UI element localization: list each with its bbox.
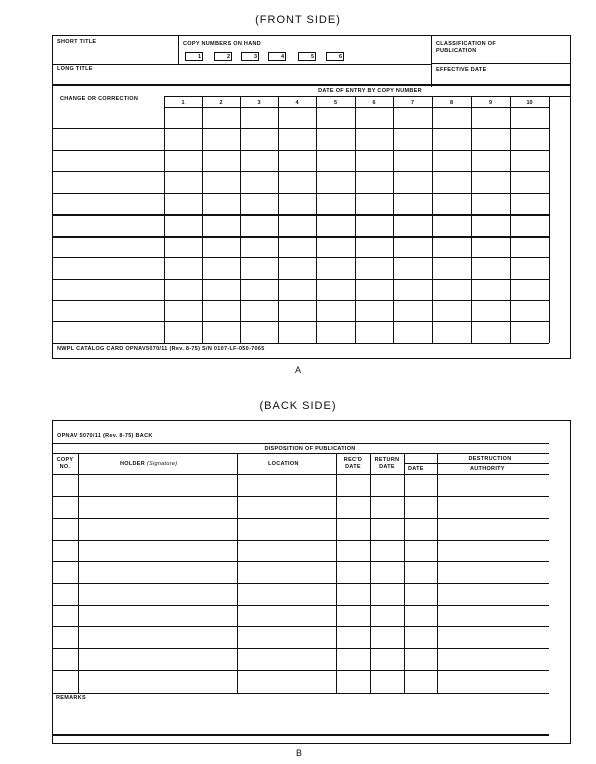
copy-box: 6 [326,52,344,61]
copy-box: 4 [268,52,286,61]
location-label: LOCATION [268,461,299,467]
grid-vline [78,453,79,693]
copy-box: 2 [214,52,232,61]
caption-b: B [295,748,302,758]
grid-hline [52,496,549,497]
copy-box: 1 [185,52,203,61]
column-number: 3 [257,100,261,106]
short-title-label: SHORT TITLE [57,39,97,45]
grid-hline [52,150,549,151]
grid-vline [336,453,337,693]
grid-vline [437,453,438,693]
date-label: DATE [408,466,424,472]
column-number: 5 [333,100,338,106]
grid-vline [355,96,356,343]
grid-vline [471,96,472,343]
grid-vline [278,96,279,343]
copy-no-label: COPY NO. [56,457,74,470]
grid-hline [52,474,549,475]
grid-vline [549,96,550,343]
grid-hline [52,693,549,694]
grid-vline [393,96,394,343]
date-of-entry-label: DATE OF ENTRY BY COPY NUMBER [318,88,422,94]
grid-hline [52,561,549,562]
copy-box: 5 [298,52,316,61]
grid-hline [52,670,549,671]
holder-label: HOLDER (Signature) [120,461,178,467]
disposition-label: DISPOSITION OF PUBLICATION [264,446,356,452]
grid-hline [52,171,549,172]
grid-vline [164,96,165,343]
column-number: 1 [181,100,185,106]
caption-a: A [294,365,301,375]
grid-hline [52,605,549,606]
grid-hline [52,300,549,301]
grid-hline [52,214,549,216]
grid-hline [52,193,549,194]
grid-hline [52,236,549,238]
back-side-label: (BACK SIDE) [259,400,337,412]
grid-vline [316,96,317,343]
grid-hline [52,583,549,584]
grid-hline [52,257,549,258]
change-correction-label: CHANGE OR CORRECTION [60,96,139,102]
column-number: 10 [526,100,533,106]
grid-hline [52,540,549,541]
column-number: 6 [372,100,376,106]
column-number: 8 [449,100,454,106]
grid-vline [404,453,405,693]
grid-hline [52,128,549,129]
effective-date-label: EFFECTIVE DATE [436,67,487,73]
grid-vline [370,453,371,693]
grid-vline [240,96,241,343]
grid-hline [52,321,549,322]
grid-hline [164,107,549,108]
return-date-label: RETURN DATE [374,457,400,470]
grid-hline [52,343,549,344]
grid-hline [52,648,549,649]
front-side-label: (FRONT SIDE) [255,14,341,26]
grid-vline [432,96,433,343]
copy-box: 3 [241,52,259,61]
column-number: 9 [488,100,493,106]
grid-hline [52,518,549,519]
column-number: 2 [219,100,223,106]
grid-hline [52,279,549,280]
front-footer: NWPL CATALOG CARD OPNAV5070/11 (Rev. 8-75) S/N 0107-LF-050-7065 [57,346,265,352]
copy-numbers-label: COPY NUMBERS ON HAND [183,41,262,47]
column-number: 4 [295,100,299,106]
long-title-label: LONG TITLE [57,66,93,72]
form-id: OPNAV 5070/11 (Rev. 8-75) BACK [57,433,153,439]
grid-vline [510,96,511,343]
grid-vline [237,453,238,693]
column-number: 7 [410,100,415,106]
remarks-label: REMARKS [56,695,86,701]
grid-vline [202,96,203,343]
recd-date-label: REC'D DATE [343,457,363,470]
grid-hline [52,626,549,627]
authority-label: AUTHORITY [470,466,505,472]
destruction-label: DESTRUCTION [468,456,512,462]
classification-label: CLASSIFICATION OF PUBLICATION [436,41,496,54]
